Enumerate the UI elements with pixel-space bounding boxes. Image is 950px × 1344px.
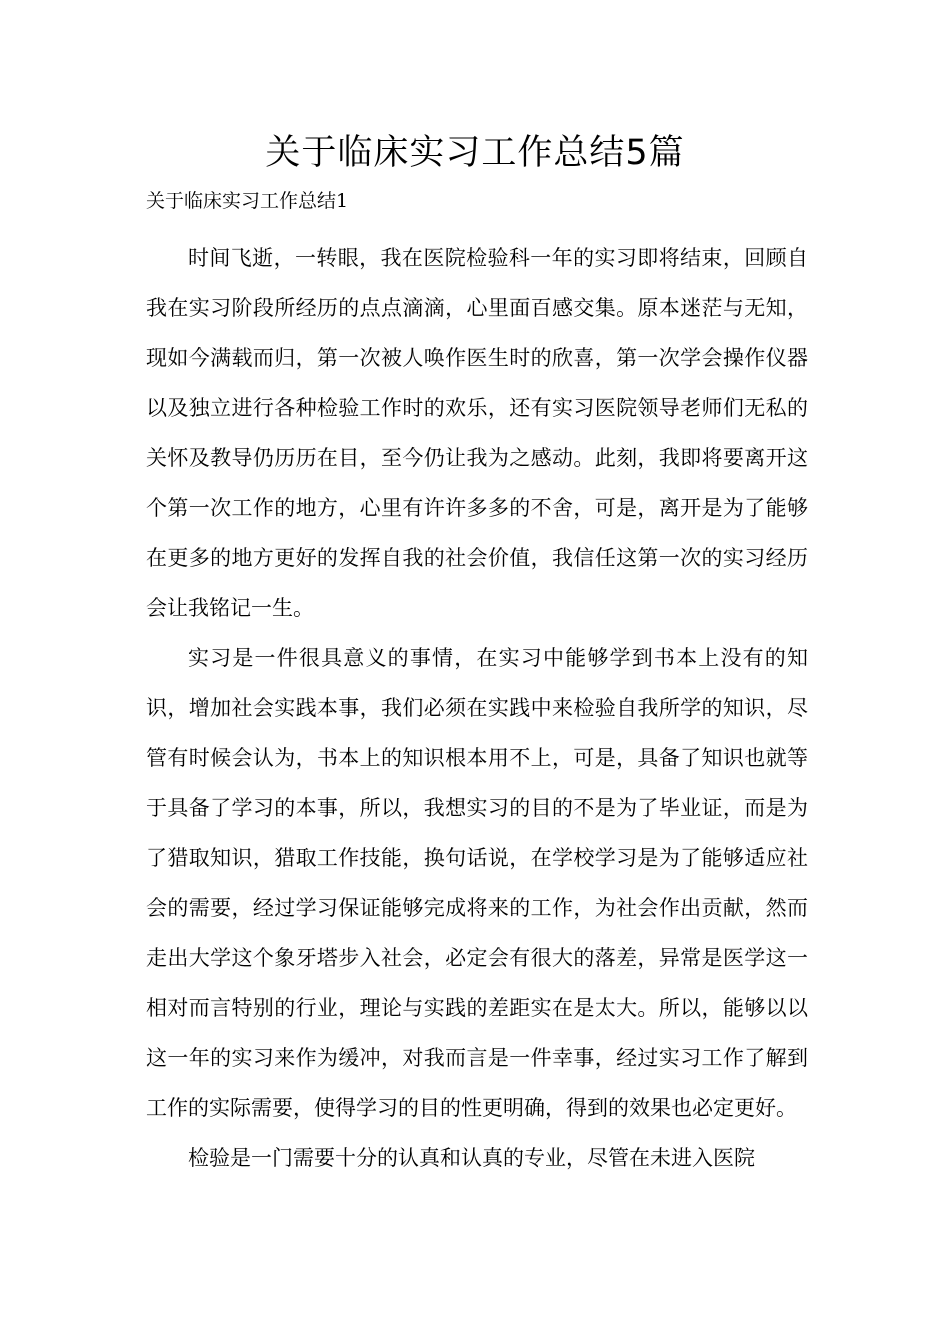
paragraph-2: 实习是一件很具意义的事情，在实习中能够学到书本上没有的知识，增加社会实践本事，我们必须在实践中来检验自我所学的知识，尽管有时候会认为，书本上的知识根本用不上，可是，具备了知识也就等于具备了学习的本事，所以，我想实习的目的不是为了毕业证，而是为了猎取知识，猎取工作技能，换句话说，在学校学习是为了能够适应社会的需要，经过学习保证能够完成将来的工作，为社会作出贡献，然而走出大学这个象牙塔步入社会，必定会有很大的落差，异常是医学这一相对而言特别的行业，理论与实践的差距实在是太大。所以，能够以以这一年的实习来作为缓冲，对我而言是一件幸事，经过实习工作了解到工作的实际需要，使得学习的目的性更明确，得到的效果也必定更好。 (146, 646, 808, 1120)
document-body (146, 233, 808, 1183)
document-title: 关于临床实习工作总结5篇 (265, 133, 685, 173)
paragraph-1: 时间飞逝，一转眼，我在医院检验科一年的实习即将结束，回顾自我在实习阶段所经历的点点滴滴，心里面百感交集。原本迷茫与无知，现如今满载而归，第一次被人唤作医生时的欣喜，第一次学会操作仪器以及独立进行各种检验工作时的欢乐，还有实习医院领导老师们无私的关怀及教导仍历历在目，至今仍让我为之感动。此刻，我即将要离开这个第一次工作的地方，心里有许许多多的不舍，可是，离开是为了能够在更多的地方更好的发挥自我的社会价值，我信任这第一次的实习经历会让我铭记一生。 (146, 246, 808, 620)
section-heading: 关于临床实习工作总结1 (146, 190, 349, 212)
paragraph-3: 检验是一门需要十分的认真和认真的专业，尽管在未进入医院 (188, 1146, 755, 1170)
